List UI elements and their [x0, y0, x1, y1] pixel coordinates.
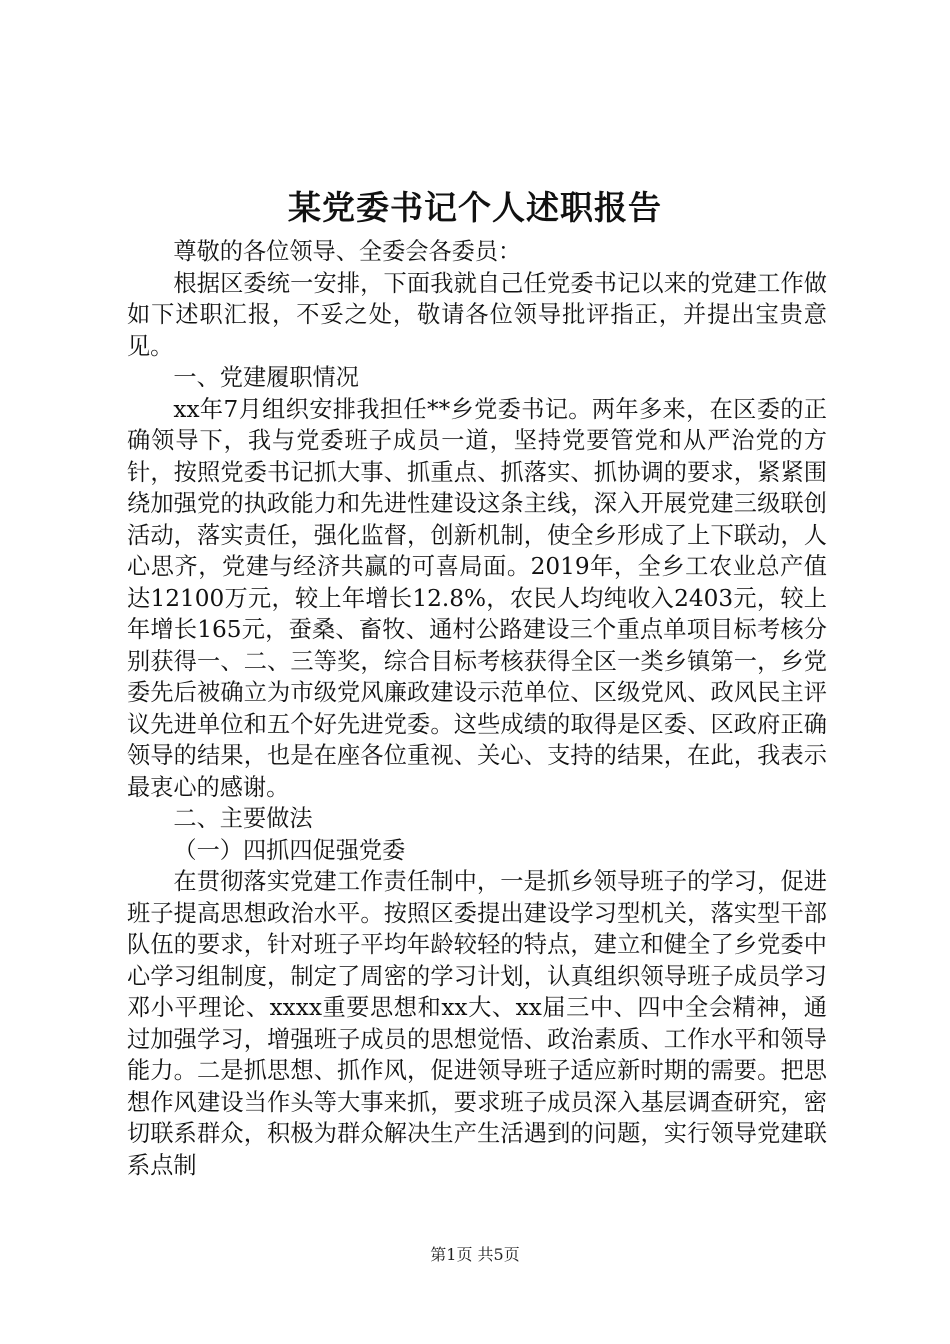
subsection-heading-1: （一）四抓四促强党委 — [173, 836, 406, 864]
salutation: 尊敬的各位领导、全委会各委员： — [173, 238, 522, 265]
intro-paragraph: 根据区委统一安排，下面我就自己任党委书记以来的党建工作做如下述职汇报，不妥之处，敬请各位领导批评指正，并提出宝贵意见。 — [127, 269, 827, 360]
page-indicator: 第1页 共5页 — [430, 1245, 520, 1264]
subsection-1-paragraph: 在贯彻落实党建工作责任制中，一是抓乡领导班子的学习，促进班子提高思想政治水平。按照区委提出建设学习型机关，落实型干部队伍的要求，针对班子平均年龄较轻的特点，建立和健全了乡党委中心学习组制度，制定了周密的学习计划，认真组织领导班子成员学习邓小平理论、xxxx重要思想和xx大、xx届三中、四中全会精神，通过加强学习，增强班子成员的思想觉悟、政治素质、工作水平和领导能力。二是抓思想、抓作风，促进领导班子适应新时期的需要。把思想作风建设当作头等大事来抓，要求班子成员深入基层调查研究，密切联系群众，积极为群众解决生产生活遇到的问题，实行领导党建联系点制 — [127, 868, 827, 1179]
document-body — [127, 236, 827, 1181]
section-heading-2: 二、主要做法 — [173, 805, 313, 832]
section-1-paragraph: xx年7月组织安排我担任**乡党委书记。两年多来，在区委的正确领导下，我与党委班子成员一道，坚持党要管党和从严治党的方针，按照党委书记抓大事、抓重点、抓落实、抓协调的要求，紧紧围绕加强党的执政能力和先进性建设这条主线，深入开展党建三级联创活动，落实责任，强化监督，创新机制，使全乡形成了上下联动，人心思齐，党建与经济共赢的可喜局面。2019年，全乡工农业总产值达12100万元，较上年增长12.8%，农民人均纯收入2403元，较上年增长165元，蚕桑、畜牧、通村公路建设三个重点单项目标考核分别获得一、二、三等奖，综合目标考核获得全区一类乡镇第一，乡党委先后被确立为市级党风廉政建设示范单位、区级党风、政风民主评议先进单位和五个好先进党委。这些成绩的取得是区委、区政府正确领导的结果，也是在座各位重视、关心、支持的结果，在此，我表示最衷心的感谢。 — [127, 395, 827, 801]
section-heading-1: 一、党建履职情况 — [173, 364, 359, 391]
document-title: 某党委书记个人述职报告 — [288, 188, 662, 227]
